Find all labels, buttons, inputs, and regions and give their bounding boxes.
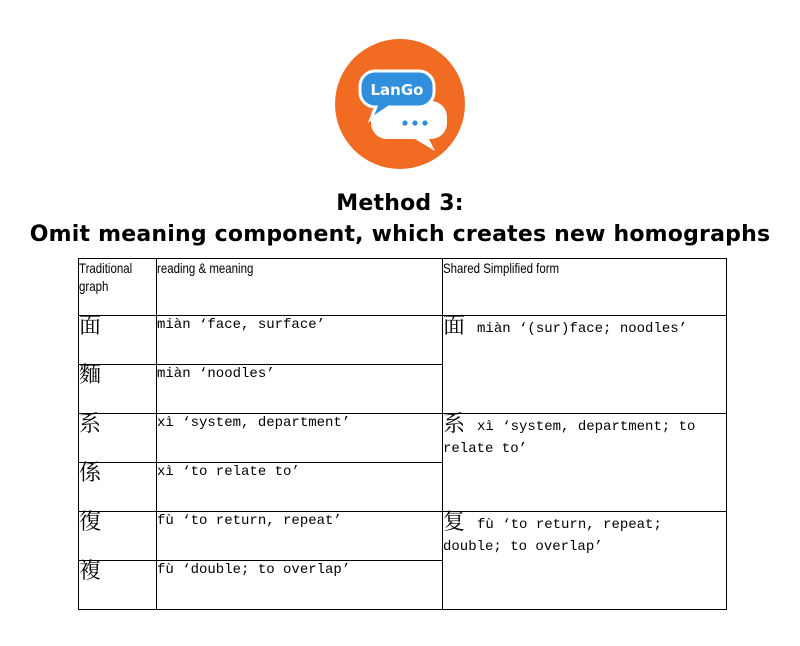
simplified-graph: 复 bbox=[443, 510, 466, 535]
reading-cell: fù ‘double; to overlap’ bbox=[157, 561, 443, 610]
traditional-graph-cell: 麵 bbox=[79, 365, 157, 414]
lango-logo bbox=[335, 39, 465, 169]
table-row bbox=[79, 414, 727, 463]
simplified-graph: 面 bbox=[443, 314, 466, 339]
reading-cell: miàn ‘noodles’ bbox=[157, 365, 443, 414]
reading-cell: miàn ‘face, surface’ bbox=[157, 316, 443, 365]
reading-cell: fù ‘to return, repeat’ bbox=[157, 512, 443, 561]
traditional-graph-cell: 複 bbox=[79, 561, 157, 610]
header-traditional-graph bbox=[79, 259, 157, 316]
shared-simplified-cell bbox=[443, 512, 727, 610]
simplified-graph: 系 bbox=[443, 412, 466, 437]
header-traditional-line1: Traditional bbox=[79, 260, 133, 276]
shared-reading: fù ‘to return, repeat; double; to overlap’ bbox=[443, 517, 662, 555]
traditional-graph-cell: 係 bbox=[79, 463, 157, 512]
shared-simplified-cell bbox=[443, 316, 727, 414]
logo-dot-1 bbox=[402, 120, 407, 125]
shared-simplified-cell bbox=[443, 414, 727, 512]
method-subtitle: Omit meaning component, which creates new homographs bbox=[29, 222, 771, 247]
reading-cell: xì ‘system, department’ bbox=[157, 414, 443, 463]
reading-cell: xì ‘to relate to’ bbox=[157, 463, 443, 512]
traditional-graph-cell: 復 bbox=[79, 512, 157, 561]
header-reading-meaning: reading & meaning bbox=[157, 259, 443, 316]
shared-reading: xì ‘system, department; to relate to’ bbox=[443, 419, 696, 457]
table-header-row bbox=[79, 259, 727, 316]
logo-dot-2 bbox=[412, 120, 417, 125]
table-row bbox=[79, 316, 727, 365]
header-shared-simplified: Shared Simplified form bbox=[443, 259, 727, 316]
shared-reading: miàn ‘(sur)face; noodles’ bbox=[477, 321, 688, 337]
table-row bbox=[79, 512, 727, 561]
method-title: Method 3: bbox=[336, 191, 464, 216]
lango-logo-graphic bbox=[335, 39, 465, 169]
logo-dot-3 bbox=[422, 120, 427, 125]
homograph-table bbox=[78, 258, 727, 610]
header-traditional-line2: graph bbox=[79, 278, 109, 294]
logo-text: LanGo bbox=[370, 81, 424, 99]
traditional-graph-cell: 面 bbox=[79, 316, 157, 365]
traditional-graph-cell: 系 bbox=[79, 414, 157, 463]
